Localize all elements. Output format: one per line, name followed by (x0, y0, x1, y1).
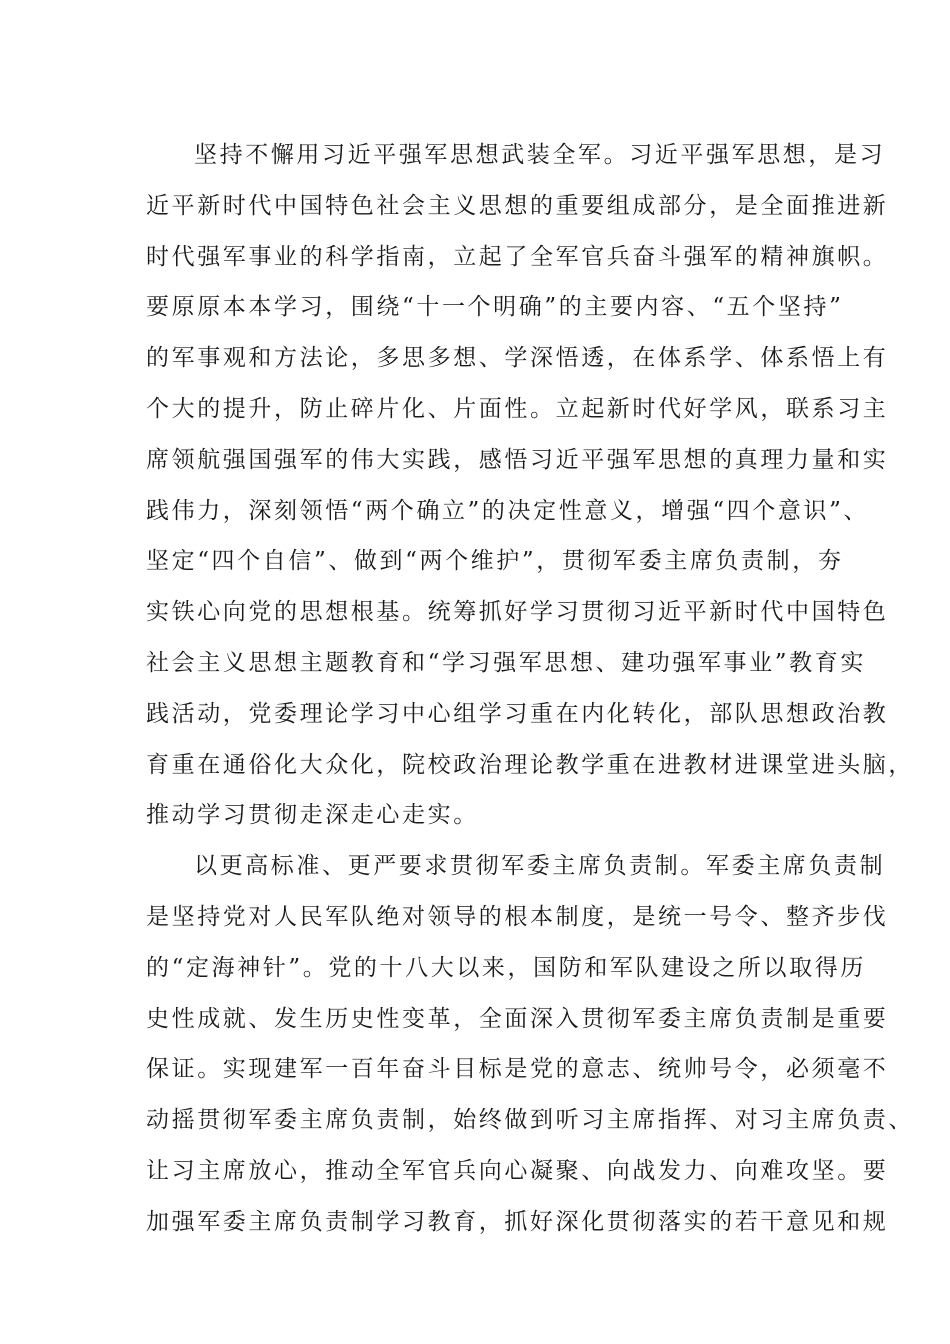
text-line: 个大的提升，防止碎片化、片面性。立起新时代好学风，联系习主 (146, 395, 889, 422)
text-line: 社会主义思想主题教育和“学习强军思想、建功强军事业”教育实 (146, 649, 866, 676)
text-line: 让习主席放心，推动全军官兵向心凝聚、向战发力、向难攻坚。要 (146, 1157, 889, 1184)
paragraph-1 (146, 130, 914, 841)
text-line: 坚定“四个自信”、做到“两个维护”，贯彻军委主席负责制，夯 (146, 548, 844, 575)
text-line: 的军事观和方法论，多思多想、学深悟透，在体系学、体系悟上有 (146, 345, 889, 372)
text-line: 践伟力，深刻领悟“两个确立”的决定性意义，增强“四个意识”、 (146, 497, 870, 524)
text-line: 践活动，党委理论学习中心组学习重在内化转化，部队思想政治教 (146, 700, 889, 727)
text-line: 动摇贯彻军委主席负责制，始终做到听习主席指挥、对习主席负责、 (146, 1107, 914, 1134)
text-line: 实铁心向党的思想根基。统筹抓好学习贯彻习近平新时代中国特色 (146, 599, 889, 626)
text-line: 加强军委主席负责制学习教育，抓好深化贯彻落实的若干意见和规 (146, 1208, 889, 1235)
text-line: 以更高标准、更严要求贯彻军委主席负责制。军委主席负责制 (194, 853, 886, 880)
text-line: 是坚持党对人民军队绝对领导的根本制度，是统一号令、整齐步伐 (146, 903, 889, 930)
text-line: 保证。实现建军一百年奋斗目标是党的意志、统帅号令，必须毫不 (146, 1056, 889, 1083)
paragraph-2 (146, 841, 914, 1247)
body-text (146, 130, 914, 1248)
text-line: 近平新时代中国特色社会主义思想的重要组成部分，是全面推进新 (146, 192, 889, 219)
text-line: 推动学习贯彻走深走心走实。 (146, 802, 479, 829)
text-line: 坚持不懈用习近平强军思想武装全军。习近平强军思想，是习 (194, 142, 886, 168)
text-line: 史性成就、发生历史性变革，全面深入贯彻军委主席负责制是重要 (146, 1005, 889, 1032)
text-line: 育重在通俗化大众化，院校政治理论教学重在进教材进课堂进头脑， (146, 751, 914, 778)
text-line: 的“定海神针”。党的十八大以来，国防和军队建设之所以取得历 (146, 954, 866, 981)
text-line: 时代强军事业的科学指南，立起了全军官兵奋斗强军的精神旗帜。 (146, 243, 889, 270)
text-line: 要原原本本学习，围绕“十一个明确”的主要内容、“五个坚持” (146, 294, 844, 321)
text-line: 席领航强国强军的伟大实践，感悟习近平强军思想的真理力量和实 (146, 446, 889, 473)
